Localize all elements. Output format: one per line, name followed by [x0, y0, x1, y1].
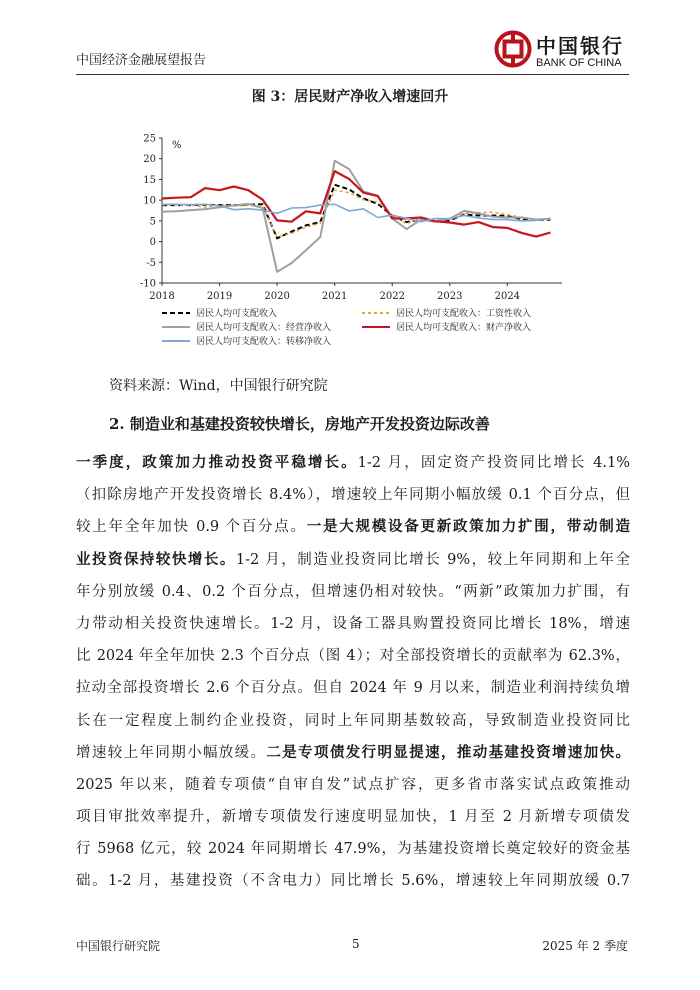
x-tick-label: 2022	[379, 291, 405, 302]
paragraph-line	[76, 672, 630, 704]
bold-text-segment: 业投资保持较快增长。	[76, 550, 236, 568]
y-tick-label: 25	[143, 133, 156, 145]
footer-page-number: 5	[352, 937, 360, 951]
paragraph-line	[76, 705, 630, 737]
x-tick-label: 2023	[437, 291, 463, 302]
x-tick-label: 2020	[264, 291, 290, 302]
header-divider	[76, 74, 629, 75]
source-note: 资料来源：Wind，中国银行研究院	[109, 378, 328, 394]
series-line	[162, 190, 551, 237]
bold-text-segment: 一是大规模设备更新政策加力扩围，带动制造	[306, 518, 630, 536]
paragraph-line	[76, 511, 630, 543]
text-segment: 比 2024 年全年加快 2.3 个百分点（图 4）；对全部投资增长的贡献率为 62.3%，	[76, 648, 630, 665]
paragraph-line	[76, 769, 630, 801]
legend-label: 居民人均可支配收入：工资性收入	[396, 309, 532, 319]
y-tick-label: 15	[143, 174, 156, 186]
text-segment: 项目审批效率提升，新增专项债发行速度明显加快，1 月至 2 月新增专项债发	[76, 809, 630, 826]
logo-english-name: BANK OF CHINA	[536, 57, 622, 69]
text-segment: （扣除房地产开发投资增长 8.4%），增速较上年同期小幅放缓 0.1 个百分点，但	[76, 487, 630, 504]
y-tick-label: 20	[143, 154, 156, 166]
legend-label: 居民人均可支配收入	[196, 309, 278, 319]
figure-title: 图 3：居民财产净收入增速回升	[251, 89, 449, 105]
income-growth-chart	[100, 125, 590, 360]
logo-chinese-name: 中国银行	[536, 34, 624, 58]
body-paragraph	[76, 447, 630, 898]
paragraph-line	[76, 640, 630, 672]
paragraph-line	[76, 865, 630, 897]
text-segment: 础。1-2 月，基建投资（不含电力）同比增长 5.6%，增速较上年同期放缓 0.7	[76, 873, 630, 890]
paragraph-line	[76, 544, 630, 576]
text-segment: 2025 年以来，随着专项债“自审自发”试点扩容，更多省市落实试点政策推动	[76, 776, 630, 793]
text-segment: 行 5968 亿元，较 2024 年同期增长 47.9%，为基建投资增长奠定较好的资金基	[76, 841, 630, 858]
text-segment: 增速较上年同期小幅放缓。	[76, 744, 267, 761]
text-segment: 1-2 月，固定资产投资同比增长 4.1%	[357, 455, 631, 471]
text-segment: 较上年全年加快 0.9 个百分点。	[76, 519, 307, 536]
y-tick-label: 0	[149, 237, 156, 249]
text-segment: 力带动相关投资快速增长。1-2 月，设备工器具购置投资同比增长 18%，增速	[76, 615, 630, 632]
y-tick-label: -10	[139, 278, 156, 290]
footer-institute: 中国银行研究院	[76, 939, 161, 953]
text-segment: 长在一定程度上制约企业投资，同时上年同期基数较高，导致制造业投资同比	[76, 712, 630, 729]
boc-emblem-icon	[494, 30, 532, 68]
series-line	[162, 161, 551, 272]
paragraph-line	[76, 447, 630, 479]
text-segment: 拉动全部投资增长 2.6 个百分点。但自 2024 年 9 月以来，制造业利润持续负增	[76, 680, 630, 697]
paragraph-line	[76, 576, 630, 608]
footer-quarter: 2025 年 2 季度	[542, 939, 628, 953]
text-segment: 1-2 月，制造业投资同比增长 9%，较上年同期和上年全	[235, 551, 630, 568]
y-tick-label: -5	[146, 257, 156, 269]
section-heading: 2. 制造业和基建投资较快增长，房地产开发投资边际改善	[109, 415, 490, 433]
bold-text-segment: 一季度，政策加力推动投资平稳增长。	[76, 454, 358, 471]
header-title: 中国经济金融展望报告	[76, 53, 207, 68]
y-tick-label: 10	[143, 195, 156, 207]
legend-label: 居民人均可支配收入：财产净收入	[396, 323, 532, 333]
paragraph-line	[76, 608, 630, 640]
legend-label: 居民人均可支配收入：经营净收入	[196, 323, 332, 333]
y-tick-label: 5	[149, 216, 156, 228]
paragraph-line	[76, 833, 630, 865]
bank-of-china-logo	[492, 24, 632, 80]
paragraph-line	[76, 737, 630, 769]
x-tick-label: 2021	[321, 291, 348, 302]
x-tick-label: 2018	[149, 291, 175, 302]
paragraph-line	[76, 801, 630, 833]
legend-label: 居民人均可支配收入：转移净收入	[196, 337, 332, 347]
text-segment: 年分别放缓 0.4、0.2 个百分点，但增速仍相对较快。“两新”政策加力扩围，有	[76, 583, 630, 600]
y-axis-unit-label: %	[172, 140, 182, 151]
paragraph-line	[76, 479, 630, 511]
x-tick-label: 2024	[494, 291, 521, 302]
bold-text-segment: 二是专项债发行明显提速，推动基建投资增速加快。	[266, 743, 631, 761]
x-tick-label: 2019	[206, 291, 233, 302]
